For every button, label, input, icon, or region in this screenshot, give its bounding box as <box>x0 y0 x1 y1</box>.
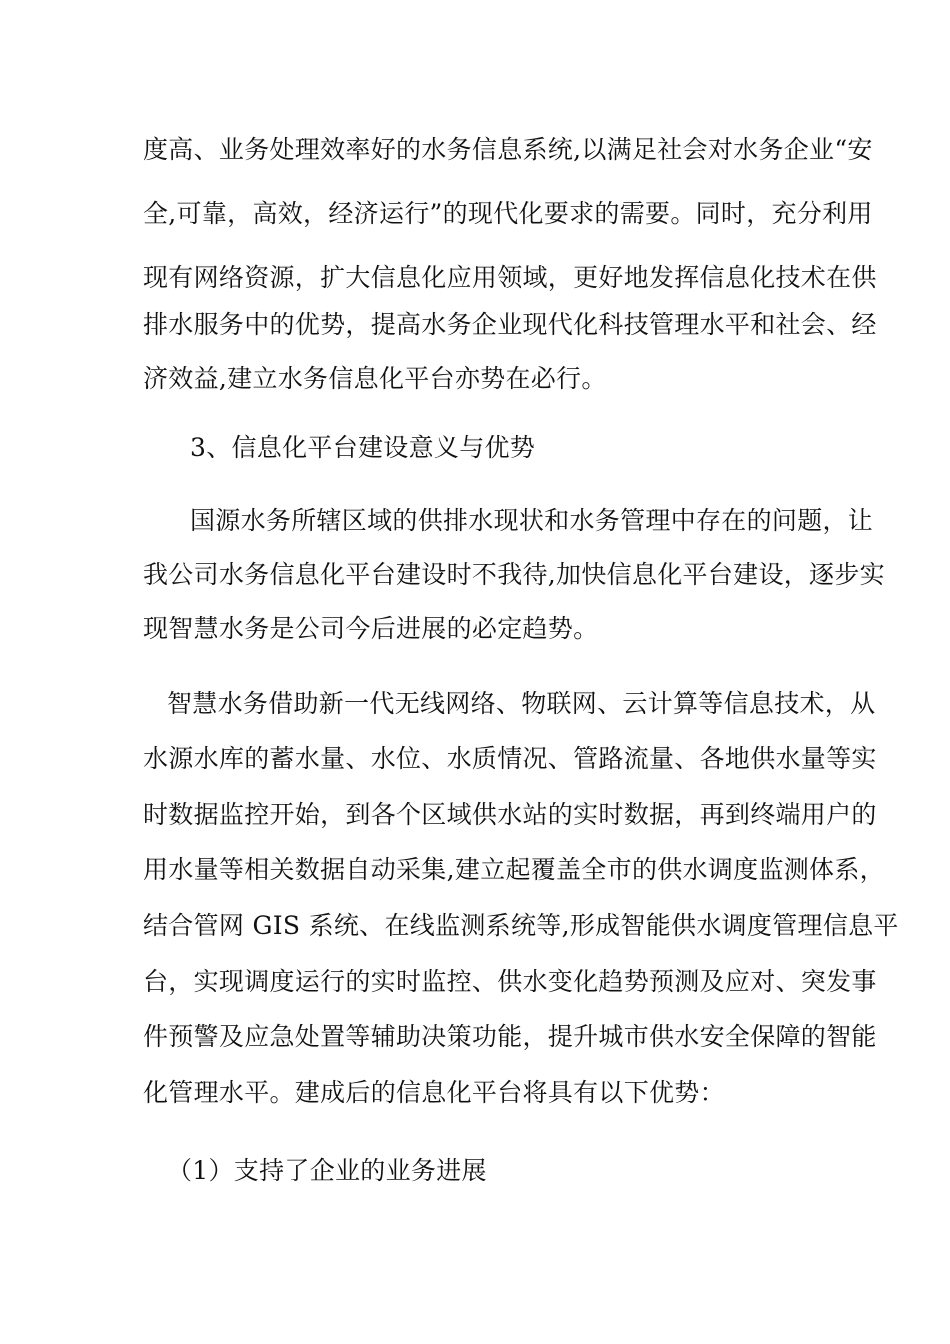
text-line: 全,可靠，高效，经济运行”的现代化要求的需要。同时，充分利用 <box>143 199 873 228</box>
text-line: 台，实现调度运行的实时监控、供水变化趋势预测及应对、突发事 <box>143 967 877 996</box>
text-line: 化管理水平。建成后的信息化平台将具有以下优势： <box>143 1078 725 1107</box>
text-line: 现有网络资源，扩大信息化应用领域，更好地发挥信息化技术在供 <box>143 263 877 292</box>
text-line: 智慧水务借助新一代无线网络、物联网、云计算等信息技术，从 <box>167 689 876 718</box>
text-line: 济效益,建立水务信息化平台亦势在必行。 <box>143 364 607 393</box>
text-line: 件预警及应急处置等辅助决策功能，提升城市供水安全保障的智能 <box>143 1022 877 1051</box>
text-line: 时数据监控开始，到各个区域供水站的实时数据，再到终端用户的 <box>143 800 877 829</box>
section-heading: 3、信息化平台建设意义与优势 <box>190 433 536 462</box>
text-line: 排水服务中的优势，提高水务企业现代化科技管理水平和社会、经 <box>143 310 877 339</box>
text-line: 用水量等相关数据自动采集,建立起覆盖全市的供水调度监测体系， <box>143 855 885 884</box>
text-line: 结合管网 GIS 系统、在线监测系统等,形成智能供水调度管理信息平 <box>143 911 899 940</box>
list-item-heading: （1）支持了企业的业务进展 <box>167 1156 487 1185</box>
text-line: 现智慧水务是公司今后进展的必定趋势。 <box>143 614 599 643</box>
text-line: 我公司水务信息化平台建设时不我待,加快信息化平台建设，逐步实 <box>143 560 885 589</box>
text-line: 度高、业务处理效率好的水务信息系统,以满足社会对水务企业“安 <box>143 135 873 164</box>
text-line: 国源水务所辖区域的供排水现状和水务管理中存在的问题，让 <box>190 506 874 535</box>
text-line: 水源水库的蓄水量、水位、水质情况、管路流量、各地供水量等实 <box>143 744 877 773</box>
